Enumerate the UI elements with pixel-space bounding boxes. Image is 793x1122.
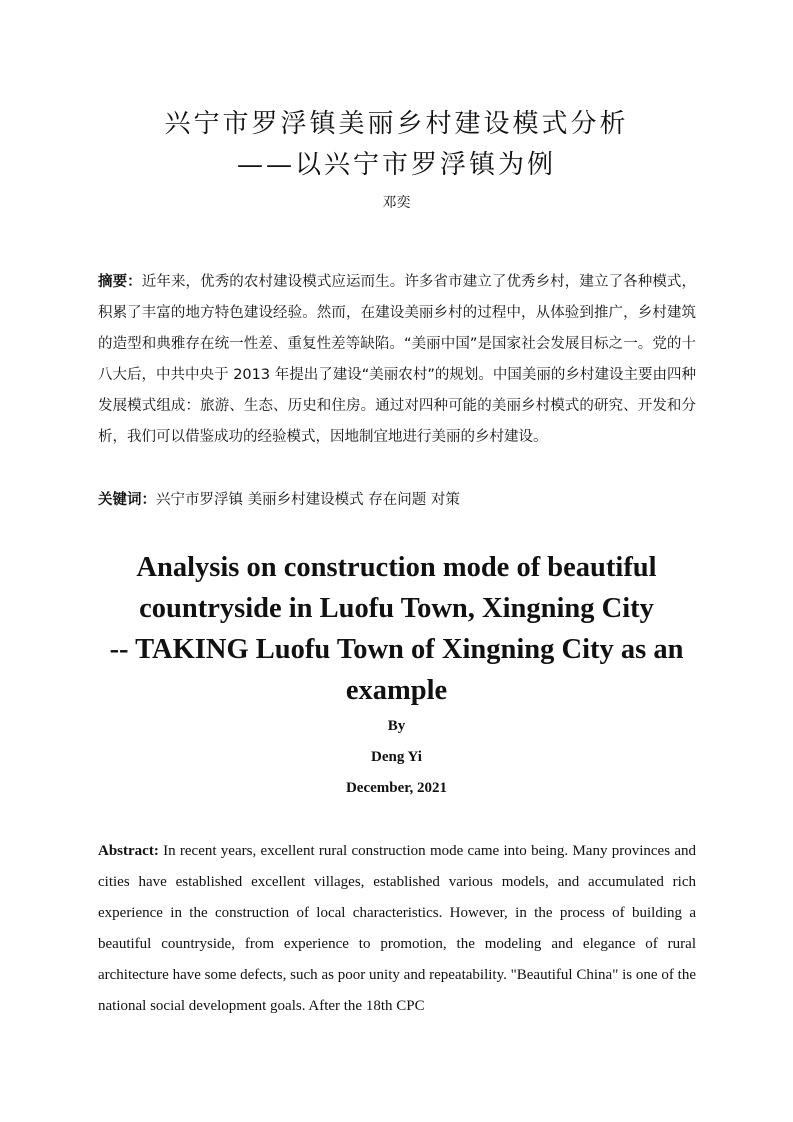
english-abstract: [98, 836, 696, 1022]
english-title-line-3: -- TAKING Luofu Town of Xingning City as an: [109, 634, 684, 665]
chinese-author: 邓奕: [382, 195, 411, 211]
english-by-line: By: [387, 718, 406, 734]
english-date: December, 2021: [345, 780, 448, 796]
chinese-keywords: [98, 485, 696, 516]
english-abstract-text: In recent years, excellent rural construction mode came into being. Many provinces and cities have established excellent villages, established various models, and accumulated rich experience in the construction of local characteristics. However, in the process of building a beautiful countryside, from experience to promotion, the modeling and elegance of rural architecture have some defects, such as poor unity and repeatability. "Beautiful China" is one of the national social development goals. After the 18th CPC: [98, 843, 696, 1014]
english-abstract-label: Abstract:: [98, 843, 159, 859]
chinese-abstract-label: 摘要：: [98, 274, 142, 290]
english-title-line-4: example: [345, 675, 448, 706]
chinese-title: 兴宁市罗浮镇美丽乡村建设模式分析: [164, 109, 629, 139]
chinese-keywords-label: 关键词：: [98, 492, 156, 508]
chinese-keywords-text: 兴宁市罗浮镇 美丽乡村建设模式 存在问题 对策: [156, 492, 460, 508]
chinese-abstract-text: 近年来，优秀的农村建设模式应运而生。许多省市建立了优秀乡村，建立了各种模式，积累了丰富的地方特色建设经验。然而，在建设美丽乡村的过程中，从体验到推广，乡村建筑的造型和典雅存在统一性差、重复性差等缺陷。“美丽中国”是国家社会发展目标之一。党的十八大后，中共中央于 2013 年提出了建设“美丽农村”的规划。中国美丽的乡村建设主要由四种发展模式组成：旅游、生态、历史和住房。通过对四种可能的美丽乡村模式的研究、开发和分析，我们可以借鉴成功的经验模式，因地制宜地进行美丽的乡村建设。: [98, 274, 696, 445]
english-title: [90, 547, 703, 711]
chinese-subtitle: ——以兴宁市罗浮镇为例: [236, 150, 556, 180]
english-title-line-2: countryside in Luofu Town, Xingning City: [139, 593, 654, 624]
english-title-line-1: Analysis on construction mode of beautiful: [136, 552, 657, 583]
english-author: Deng Yi: [371, 749, 422, 765]
chinese-abstract: [98, 267, 696, 453]
